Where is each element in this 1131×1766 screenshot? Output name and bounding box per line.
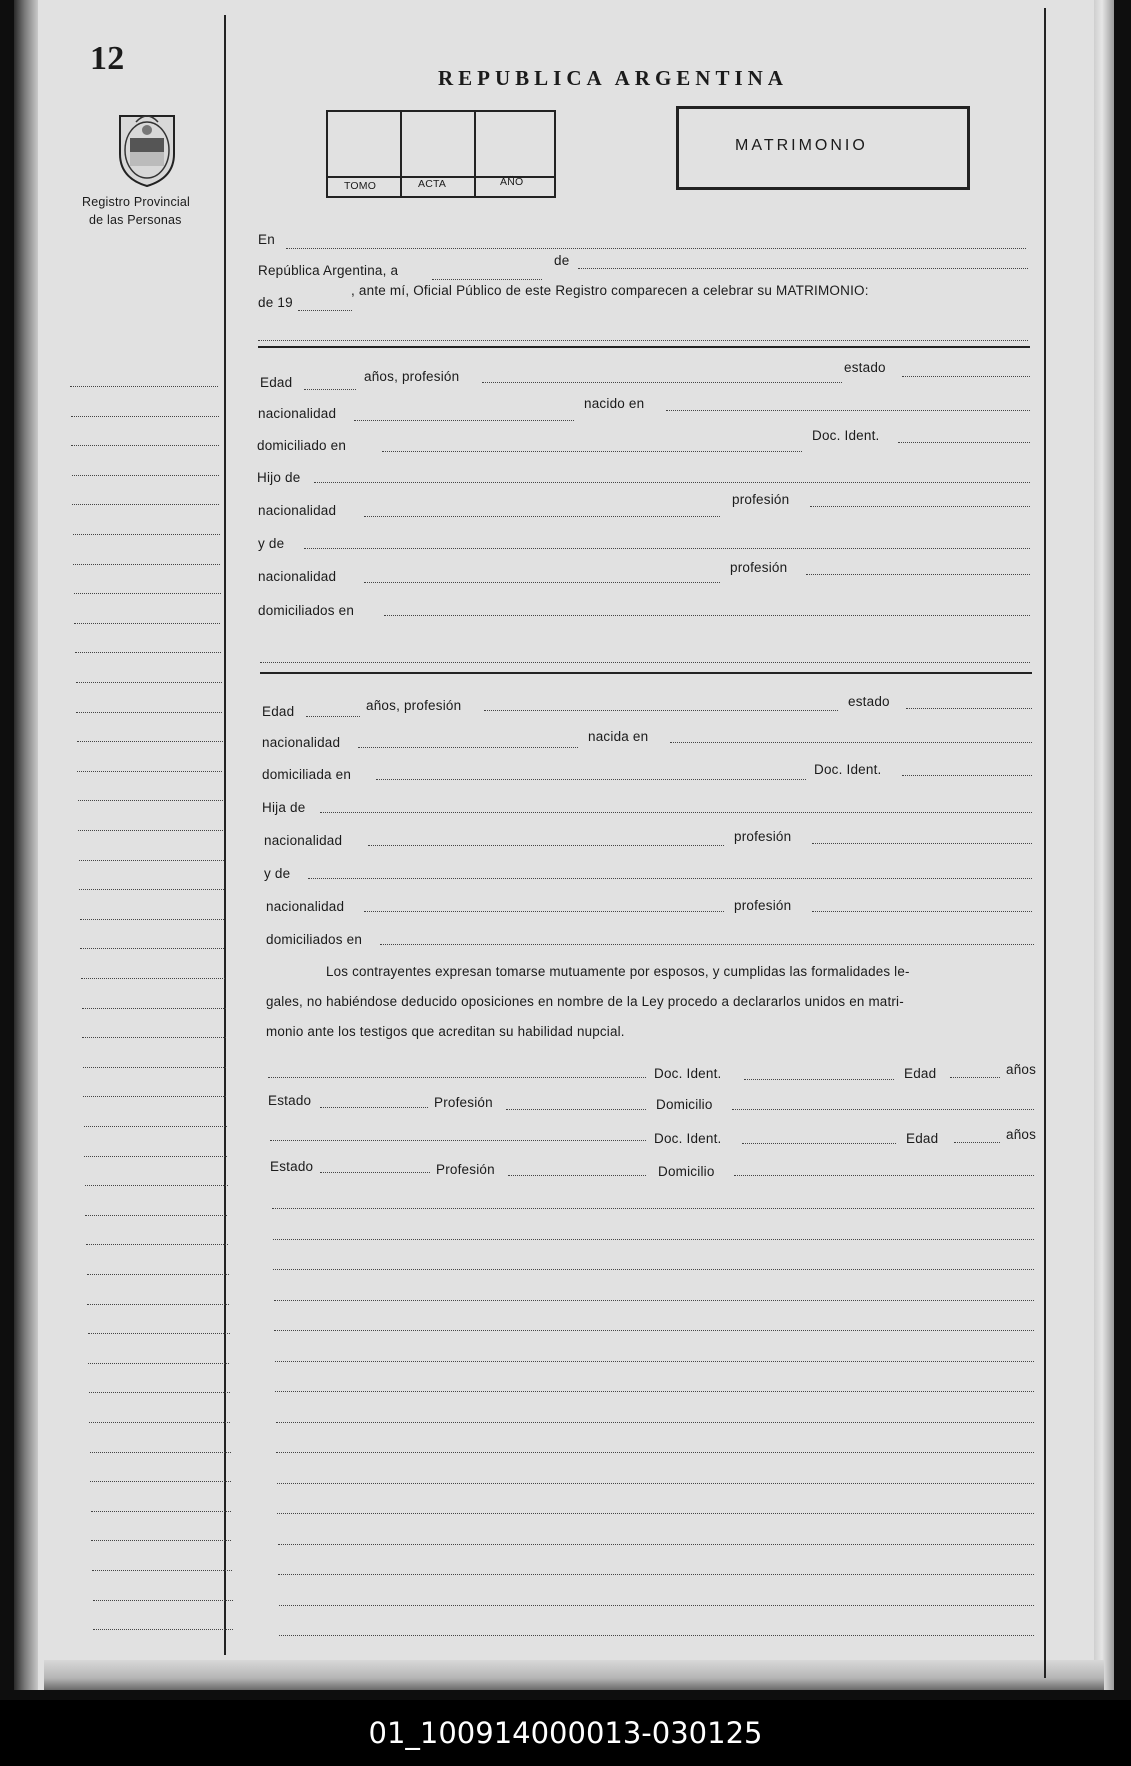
observation-line [276,1452,1034,1453]
margin-note-line [78,800,223,801]
observation-line [273,1269,1034,1270]
margin-note-line [72,475,219,476]
bride-profesion2: profesión [734,829,792,844]
margin-note-line [87,1274,229,1275]
bride-hija-de: Hija de [262,800,306,815]
section-divider-2 [260,672,1032,674]
observation-line [274,1330,1034,1331]
margin-note-line [88,1333,230,1334]
margin-note-line [80,948,224,949]
groom-hijo-de: Hijo de [257,470,301,485]
margin-note-line [91,1511,231,1512]
acta-label: ACTA [418,178,447,190]
margin-note-line [91,1540,231,1541]
bride-anos-profesion: años, profesión [366,698,462,713]
margin-note-line [80,919,224,920]
observation-line [278,1574,1034,1575]
intro-republica: República Argentina, a [258,263,399,278]
margin-note-line [70,386,218,387]
bride-estado: estado [848,694,890,709]
observation-line [277,1483,1034,1484]
margin-note-line [86,1244,228,1245]
observation-line [279,1635,1034,1636]
groom-doc-ident: Doc. Ident. [812,428,880,443]
groom-domiciliados-en: domiciliados en [258,603,355,618]
scan-id-caption: 01_100914000013-030125 [0,1700,1131,1766]
witness2-edad: Edad [906,1131,939,1146]
margin-note-line [83,1096,226,1097]
groom-profesion2: profesión [732,492,790,507]
bride-domiciliados-en: domiciliados en [266,932,363,947]
groom-domiciliado-en: domiciliado en [257,438,347,453]
margin-note-line [77,771,222,772]
country-title: REPUBLICA ARGENTINA [438,66,788,90]
margin-note-line [84,1156,227,1157]
margin-note-line [83,1067,226,1068]
groom-nacionalidad: nacionalidad [258,406,337,421]
record-type-label: MATRIMONIO [735,137,868,154]
witness1-anos: años [1006,1062,1037,1077]
registry-label-line1: Registro Provincial [82,195,191,209]
margin-note-line [73,534,220,535]
page-stack-edge [1094,0,1114,1690]
witness2-profesion: Profesión [436,1162,495,1177]
margin-note-line [78,830,223,831]
page-number: 12 [90,40,125,77]
declaration-line1: Los contrayentes expresan tomarse mutuamente por esposos, y cumplidas las formalidades le- [326,964,910,979]
witness1-profesion: Profesión [434,1095,493,1110]
section-divider-1 [258,346,1030,348]
margin-note-line [92,1570,232,1571]
margin-note-line [93,1600,233,1601]
coat-of-arms-icon [114,108,180,188]
ano-label: AÑO [500,176,524,188]
margin-note-line [85,1215,227,1216]
declaration-line2: gales, no habiéndose deducido oposiciones en nombre de la Ley procedo a declararlos unidos en matri- [266,994,904,1009]
margin-note-line [82,1008,226,1009]
groom-nacido-en: nacido en [584,396,645,411]
right-margin-rule [1044,8,1046,1678]
margin-note-line [88,1363,229,1364]
groom-anos-profesion: años, profesión [364,369,460,384]
observation-line [279,1605,1034,1606]
margin-note-line [84,1126,227,1127]
tomo-label: TOMO [344,180,377,192]
registry-box [326,110,556,198]
margin-note-line [89,1422,230,1423]
observation-line [278,1544,1034,1545]
margin-note-line [79,889,224,890]
margin-note-line [77,741,223,742]
page-bottom-edge [44,1660,1104,1690]
groom-edad: Edad [260,375,293,390]
bride-edad: Edad [262,704,295,719]
margin-note-line [71,416,219,417]
margin-note-line [72,504,219,505]
bride-profesion3: profesión [734,898,792,913]
witness1-domicilio: Domicilio [656,1097,713,1112]
groom-profesion3: profesión [730,560,788,575]
intro-de: de [554,253,570,268]
groom-y-de: y de [258,536,285,551]
bride-nacida-en: nacida en [588,729,649,744]
observation-line [277,1513,1034,1514]
bride-domiciliada-en: domiciliada en [262,767,352,782]
margin-note-line [82,1037,226,1038]
bride-y-de: y de [264,866,291,881]
bride-doc-ident: Doc. Ident. [814,762,882,777]
bride-nacionalidad3: nacionalidad [266,899,345,914]
margin-note-line [90,1452,231,1453]
register-page [14,0,1114,1690]
groom-nacionalidad3: nacionalidad [258,569,337,584]
witness1-doc-ident: Doc. Ident. [654,1066,722,1081]
margin-note-line [73,564,220,565]
intro-comparecen: , ante mí, Oficial Público de este Registro comparecen a celebrar su MATRIMONIO: [351,283,869,298]
book-gutter [14,0,38,1690]
observation-line [276,1422,1034,1423]
margin-note-line [81,978,225,979]
intro-en: En [258,232,275,247]
observation-line [275,1391,1034,1392]
groom-nacionalidad2: nacionalidad [258,503,337,518]
margin-note-line [87,1304,229,1305]
witness1-edad: Edad [904,1066,937,1081]
observation-line [272,1208,1034,1209]
intro-de19: de 19 [258,295,293,310]
witness2-domicilio: Domicilio [658,1164,715,1179]
observation-line [275,1361,1034,1362]
margin-note-line [93,1629,233,1630]
margin-note-line [76,682,222,683]
margin-note-line [74,623,220,624]
observation-line [273,1239,1034,1240]
margin-note-line [71,445,219,446]
margin-note-line [75,652,221,653]
witness2-doc-ident: Doc. Ident. [654,1131,722,1146]
margin-note-line [90,1481,231,1482]
registry-label-line2: de las Personas [89,213,182,227]
margin-note-line [79,860,224,861]
bride-nacionalidad: nacionalidad [262,735,341,750]
left-margin-rule [224,15,226,1655]
record-type-box [676,106,970,190]
margin-note-line [85,1185,228,1186]
groom-estado: estado [844,360,886,375]
witness1-estado: Estado [268,1093,312,1108]
witness2-anos: años [1006,1127,1037,1142]
witness2-estado: Estado [270,1159,314,1174]
declaration-line3: monio ante los testigos que acreditan su habilidad nupcial. [266,1024,625,1039]
margin-note-line [74,593,221,594]
margin-note-line [76,712,222,713]
bride-nacionalidad2: nacionalidad [264,833,343,848]
margin-note-line [89,1392,230,1393]
observation-line [274,1300,1034,1301]
